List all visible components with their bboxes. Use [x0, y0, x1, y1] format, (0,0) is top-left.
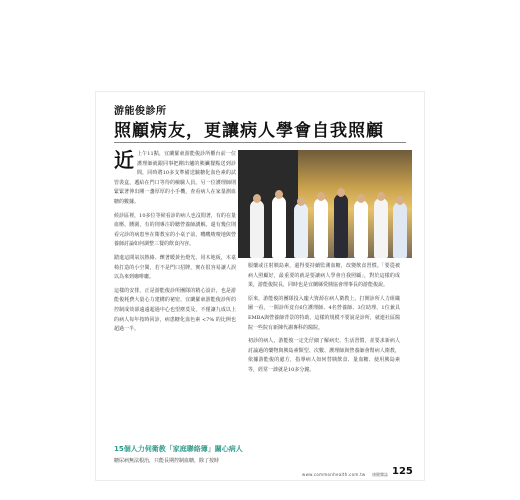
magazine-page [96, 92, 424, 480]
paragraph-4: 這樣的安排，正是游能俊診所團隊的精心設計，也是游能俊耗費大量心力建構的祕密，宜蘭羅東游能俊診所的控制成效卻遠遠超過中心也望塵莫及，不僅讓九成以上的病人每年按時回診，病患糖化血色素 <7% 的比例也超過一半。 [114, 287, 236, 333]
footer-magazine: 康健雜誌 [372, 472, 388, 477]
subheading-body: 糖尿病無法根治，只能長期控制血糖，除了按時 [114, 458, 220, 464]
subheading: 15個人力伺衛教「家庭聯絡簿」關心病人 [114, 445, 243, 453]
staff-figure [354, 200, 368, 258]
paragraph-7: 初診的病人，游能俊一定先仔細了解病史、生活習慣，並要求新病人討論過的藥物與胰島素類型、次數、護理師與營養師會幫病人衛教，依據游能俊的處方，指導病人如何替胰飲食、量血糖、使用胰島素等，經常一談就是10多分鐘。 [248, 338, 400, 373]
headline-rule [114, 142, 406, 143]
paragraph-6: 原來，游能俊的團隊投入龐大資源在病人衛教上。打開診所人力組織圖一看，一間診所竟有6位護理師、4名營養師、3位助理、1位兼具EMBA與營養師背景的特助，這樣的規模不要說是診所，就連社區醫院一些院有新陳代謝專科的醫院。 [248, 295, 400, 331]
staff-head [275, 190, 283, 199]
staff-head [253, 194, 261, 203]
left-column [114, 150, 236, 339]
staff-figure [294, 203, 308, 258]
page-number: 125 [392, 466, 413, 477]
paragraph-5: 服藥或注射胰島素，還得要持續監測血糖，改變飲食習慣。「要從被病人照顧好，最重要的就是要讓病人學會自我照顧」，對於這樣的成果，游能俊院長，同時也是宜蘭縣愛胰協會理事長的游能俊說。 [248, 263, 400, 289]
staff-figure [272, 196, 286, 258]
clinic-staff-photo [238, 150, 412, 258]
staff-figure [314, 198, 328, 258]
staff-figure [393, 202, 407, 258]
paragraph-3: 踏進這間氣氛熱絡、繽著暖黃色燈光、用木地板，木桌椅打造的小空間，若不是門口招牌，實在很容易讓人誤以為來到咖啡廳。 [114, 254, 236, 281]
article-headline: 照顧病友，更讓病人學會自我照顧 [114, 121, 384, 141]
staff-figure [374, 198, 388, 258]
staff-figure [250, 200, 264, 258]
photo-wall [238, 150, 298, 258]
right-column [248, 262, 400, 380]
dropcap: 近 [114, 148, 134, 172]
footer-url: www.commonhealth.com.tw [302, 472, 366, 477]
staff-head [357, 194, 365, 203]
staff-head [396, 196, 404, 205]
paragraph-1 [114, 150, 236, 208]
staff-figure [334, 194, 348, 258]
staff-head [337, 188, 345, 197]
section-label: 游能俊診所 [114, 106, 167, 117]
staff-head [317, 192, 325, 201]
paragraph-2: 候診區裡，10多位等候看診的病人也沒閒著，有的在量血壓、腰圍，有的則專注聆聽營養師講解。還有幾位則看完診的病患坐在衛教室的小桌子前，嘰嘰喳喳地與營養師討論如何調整三餐的飲食內容。 [114, 212, 236, 248]
staff-head [377, 192, 385, 201]
staff-head [297, 197, 305, 206]
paragraph-1-text: 上午11點，宜蘭羅東游能俊診所櫃台前一位護理師就跟同事把剛出爐的胰臟餐點送到診間，同時將10多支準備送驗糖化血色素的試管裝盒，遞給在門口等待的檢驗人員。另一位護理師則緊緊著伸出剛一盞厚厚的小手機，查看病人在家量測血糖的數據。 [114, 151, 236, 205]
